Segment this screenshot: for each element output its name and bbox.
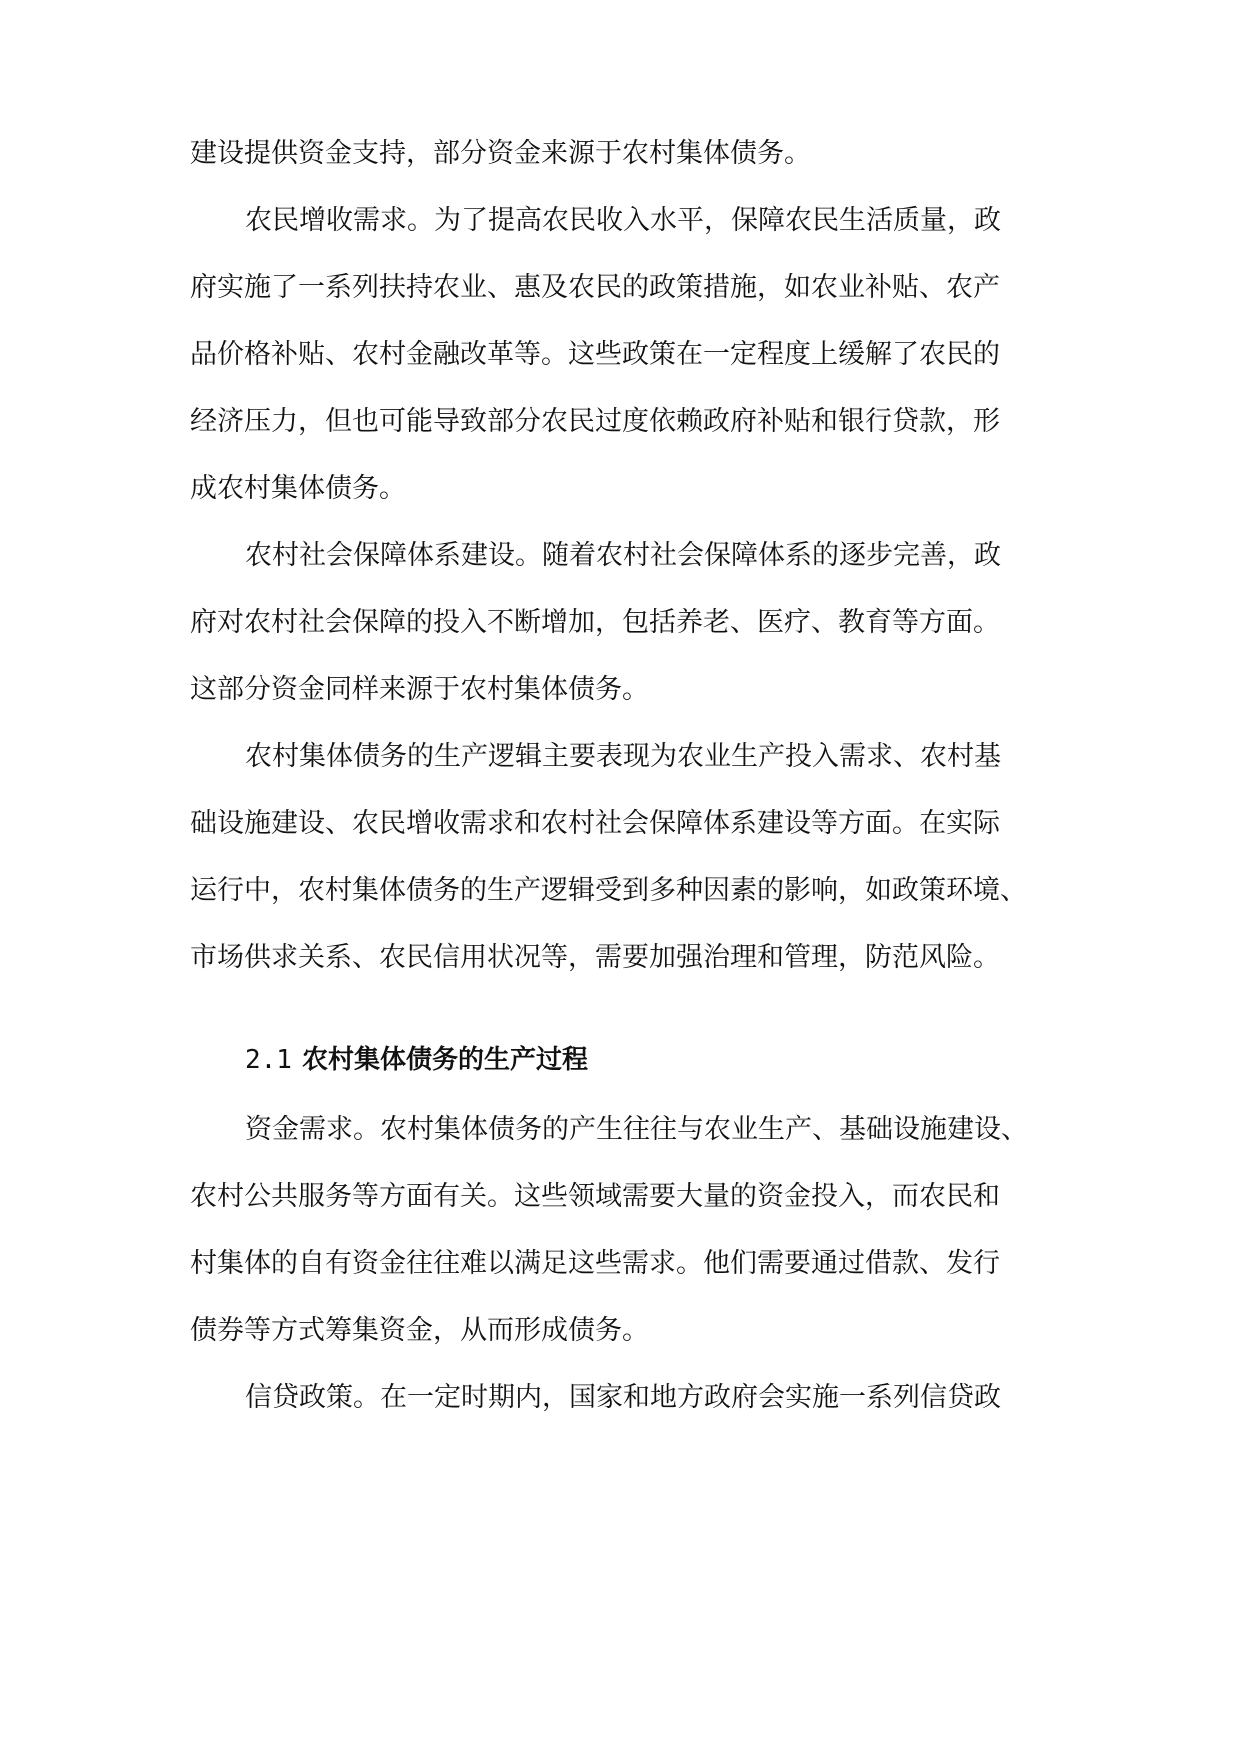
section-number: 2.1 bbox=[245, 1045, 292, 1075]
section-heading bbox=[245, 1040, 588, 1080]
text-line: 市场供求关系、农民信用状况等，需要加强治理和管理，防范风险。 bbox=[190, 942, 1000, 973]
text-line: 农村集体债务的生产逻辑主要表现为农业生产投入需求、农村基 bbox=[245, 741, 1001, 772]
section-title: 农村集体债务的生产过程 bbox=[301, 1045, 588, 1075]
text-line: 府对农村社会保障的投入不断增加，包括养老、医疗、教育等方面。 bbox=[190, 607, 1000, 638]
text-line: 农民增收需求。为了提高农民收入水平，保障农民生活质量，政 bbox=[245, 205, 1001, 236]
text-line: 村集体的自有资金往往难以满足这些需求。他们需要通过借款、发行 bbox=[190, 1248, 1000, 1279]
text-line: 经济压力，但也可能导致部分农民过度依赖政府补贴和银行贷款，形 bbox=[190, 406, 1000, 437]
text-line: 府实施了一系列扶持农业、惠及农民的政策措施，如农业补贴、农产 bbox=[190, 272, 1000, 303]
text-line: 品价格补贴、农村金融改革等。这些政策在一定程度上缓解了农民的 bbox=[190, 339, 1000, 370]
text-line: 运行中，农村集体债务的生产逻辑受到多种因素的影响，如政策环境、 bbox=[190, 875, 1027, 906]
text-line: 成农村集体债务。 bbox=[190, 473, 406, 504]
text-line: 资金需求。农村集体债务的产生往往与农业生产、基础设施建设、 bbox=[245, 1114, 1028, 1145]
text-line: 债券等方式筹集资金，从而形成债务。 bbox=[190, 1315, 649, 1346]
text-line: 础设施建设、农民增收需求和农村社会保障体系建设等方面。在实际 bbox=[190, 808, 1000, 839]
text-line: 农村社会保障体系建设。随着农村社会保障体系的逐步完善，政 bbox=[245, 540, 1001, 571]
text-line: 建设提供资金支持，部分资金来源于农村集体债务。 bbox=[190, 138, 811, 169]
text-line: 这部分资金同样来源于农村集体债务。 bbox=[190, 674, 649, 705]
text-line: 信贷政策。在一定时期内，国家和地方政府会实施一系列信贷政 bbox=[245, 1382, 1001, 1413]
text-line: 农村公共服务等方面有关。这些领域需要大量的资金投入，而农民和 bbox=[190, 1181, 1000, 1212]
